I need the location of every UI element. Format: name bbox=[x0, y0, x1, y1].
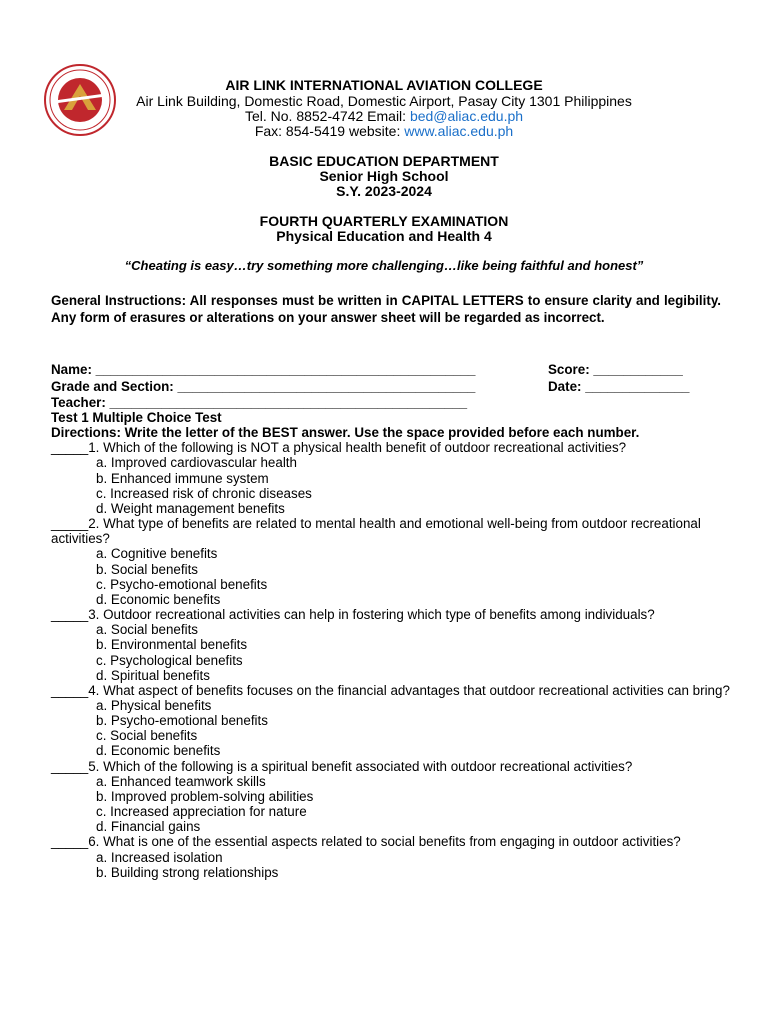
option: a. Enhanced teamwork skills bbox=[96, 773, 266, 789]
test-title: Test 1 Multiple Choice Test bbox=[51, 410, 222, 425]
grade-section-field[interactable]: Grade and Section: ________________________________________ bbox=[51, 379, 476, 394]
college-address: Air Link Building, Domestic Road, Domestic Airport, Pasay City 1301 Philippines bbox=[136, 93, 632, 109]
option: b. Enhanced immune system bbox=[96, 470, 269, 486]
question-3: _____3. Outdoor recreational activities can help in fostering which type of benefits among individuals? bbox=[51, 607, 655, 623]
school-title: Senior High School bbox=[319, 168, 449, 184]
option: d. Economic benefits bbox=[96, 591, 221, 607]
school-year: S.Y. 2023-2024 bbox=[336, 183, 432, 199]
question-2: _____2. What type of benefits are related to mental health and emotional well-being from outdoor recreational activities? bbox=[51, 516, 701, 547]
option: b. Environmental benefits bbox=[96, 637, 248, 653]
question-4: _____4. What aspect of benefits focuses on the financial advantages that outdoor recreational activities can bring? bbox=[51, 682, 730, 698]
option: d. Spiritual benefits bbox=[96, 667, 210, 683]
college-name: AIR LINK INTERNATIONAL AVIATION COLLEGE bbox=[225, 77, 543, 93]
email-link[interactable]: bed@aliac.edu.ph bbox=[409, 108, 524, 124]
general-instructions: General Instructions: All responses must be written in CAPITAL LETTERS to ensure clarity and legibility. Any form of erasures or alterations on your answer sheet will be regarded as incorrect. bbox=[51, 293, 721, 325]
question-1: _____1. Which of the following is NOT a physical health benefit of outdoor recreational activities? bbox=[51, 440, 627, 456]
option: a. Physical benefits bbox=[96, 697, 212, 713]
subject-title: Physical Education and Health 4 bbox=[276, 228, 492, 244]
name-field[interactable]: Name: ___________________________________________________ bbox=[51, 362, 476, 377]
exam-title: FOURTH QUARTERLY EXAMINATION bbox=[259, 213, 509, 229]
question-5: _____5. Which of the following is a spiritual benefit associated with outdoor recreational activities? bbox=[51, 758, 633, 774]
score-field[interactable]: Score: ____________ bbox=[548, 362, 683, 377]
option: a. Increased isolation bbox=[96, 849, 223, 865]
option: c. Increased appreciation for nature bbox=[96, 804, 307, 820]
option: d. Weight management benefits bbox=[96, 500, 285, 516]
option: b. Improved problem-solving abilities bbox=[96, 788, 314, 804]
option: b. Psycho-emotional benefits bbox=[96, 713, 268, 729]
option: d. Economic benefits bbox=[96, 743, 221, 759]
option: c. Increased risk of chronic diseases bbox=[96, 485, 312, 501]
quote: “Cheating is easy…try something more challenging…like being faithful and honest” bbox=[124, 258, 644, 273]
option: a. Social benefits bbox=[96, 622, 198, 638]
teacher-field[interactable]: Teacher: ________________________________________________ bbox=[51, 395, 468, 410]
question-6: _____6. What is one of the essential aspects related to social benefits from engaging in outdoor activities? bbox=[51, 834, 681, 850]
contact-line bbox=[0, 108, 768, 124]
tel-label: Tel. No. 8852-4742 Email: bbox=[244, 108, 410, 124]
option: d. Financial gains bbox=[96, 819, 201, 835]
fax-label: Fax: 854-5419 website: bbox=[254, 123, 405, 139]
option: b. Building strong relationships bbox=[96, 864, 279, 880]
department-title: BASIC EDUCATION DEPARTMENT bbox=[269, 153, 499, 169]
option: a. Cognitive benefits bbox=[96, 546, 218, 562]
option: c. Social benefits bbox=[96, 728, 198, 744]
option: a. Improved cardiovascular health bbox=[96, 455, 297, 471]
test-directions: Directions: Write the letter of the BEST answer. Use the space provided before each number. bbox=[51, 425, 640, 441]
option: c. Psycho-emotional benefits bbox=[96, 576, 268, 592]
website-link[interactable]: www.aliac.edu.ph bbox=[404, 123, 514, 139]
option: b. Social benefits bbox=[96, 561, 198, 577]
date-field[interactable]: Date: ______________ bbox=[548, 379, 690, 394]
option: c. Psychological benefits bbox=[96, 652, 243, 668]
test-section bbox=[51, 410, 731, 880]
fax-line bbox=[0, 123, 768, 139]
